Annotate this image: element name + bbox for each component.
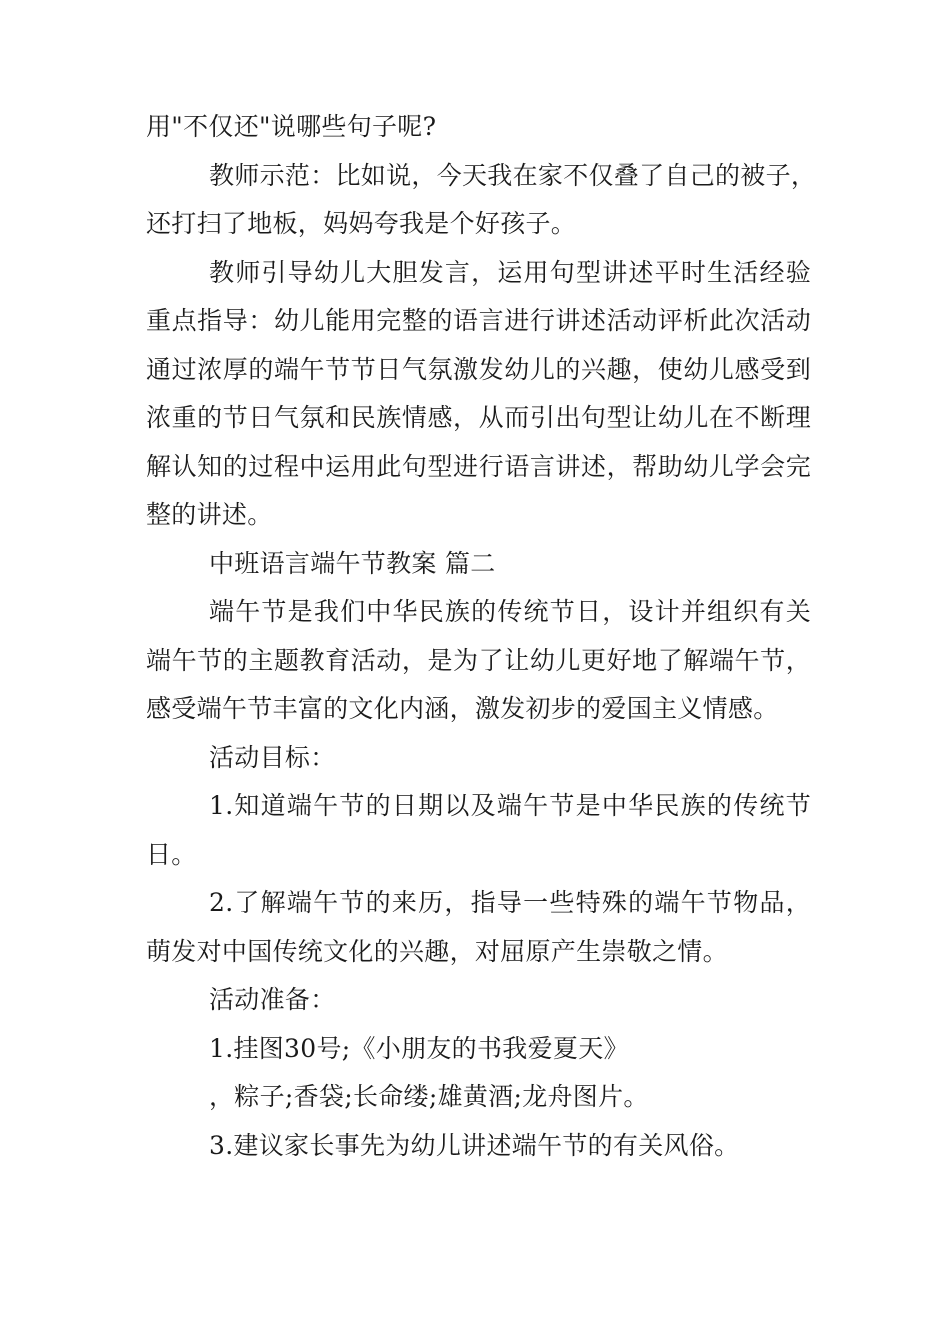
text-line: 教师示范：比如说，今天我在家不仅叠了自己的被子， <box>209 160 817 190</box>
list-item: 2.了解端午节的来历，指导一些特殊的端午节物品， <box>209 888 811 917</box>
subheading-goals: 活动目标： <box>209 742 336 772</box>
text-line: 解认知的过程中运用此句型进行语言讲述，帮助幼儿学会完 <box>146 451 811 481</box>
list-item: 1.挂图30号;《小朋友的书我爱夏天》 <box>209 1033 629 1063</box>
text-line: 通过浓厚的端午节节日气氛激发幼儿的兴趣，使幼儿感受到 <box>146 354 811 384</box>
text-line: 端午节是我们中华民族的传统节日，设计并组织有关 <box>209 597 811 626</box>
section-heading: 中班语言端午节教案 篇二 <box>209 548 496 578</box>
text-line: 教师引导幼儿大胆发言，运用句型讲述平时生活经验 <box>209 257 811 287</box>
text-line: 还打扫了地板，妈妈夸我是个好孩子。 <box>146 209 577 238</box>
text-line: 用"不仅还"说哪些句子呢? <box>146 112 437 141</box>
document-body <box>146 103 817 1170</box>
list-item: 3.建议家长事先为幼儿讲述端午节的有关风俗。 <box>209 1130 740 1160</box>
text-line: 萌发对中国传统文化的兴趣，对屈原产生崇敬之情。 <box>146 936 728 966</box>
subheading-preparation: 活动准备： <box>209 985 336 1014</box>
text-line: 浓重的节日气氛和民族情感，从而引出句型让幼儿在不断理 <box>146 403 811 432</box>
text-line: 感受端午节丰富的文化内涵，激发初步的爱国主义情感。 <box>146 694 779 723</box>
text-line: 整的讲述。 <box>146 500 273 529</box>
list-item: ，粽子;香袋;长命缕;雄黄酒;龙舟图片。 <box>209 1082 649 1111</box>
text-line: 端午节的主题教育活动，是为了让幼儿更好地了解端午节， <box>146 645 811 675</box>
list-item: 1.知道端午节的日期以及端午节是中华民族的传统节 <box>209 791 811 820</box>
text-line: 日。 <box>146 839 197 869</box>
text-line: 重点指导：幼儿能用完整的语言进行讲述活动评析此次活动 <box>146 306 811 335</box>
